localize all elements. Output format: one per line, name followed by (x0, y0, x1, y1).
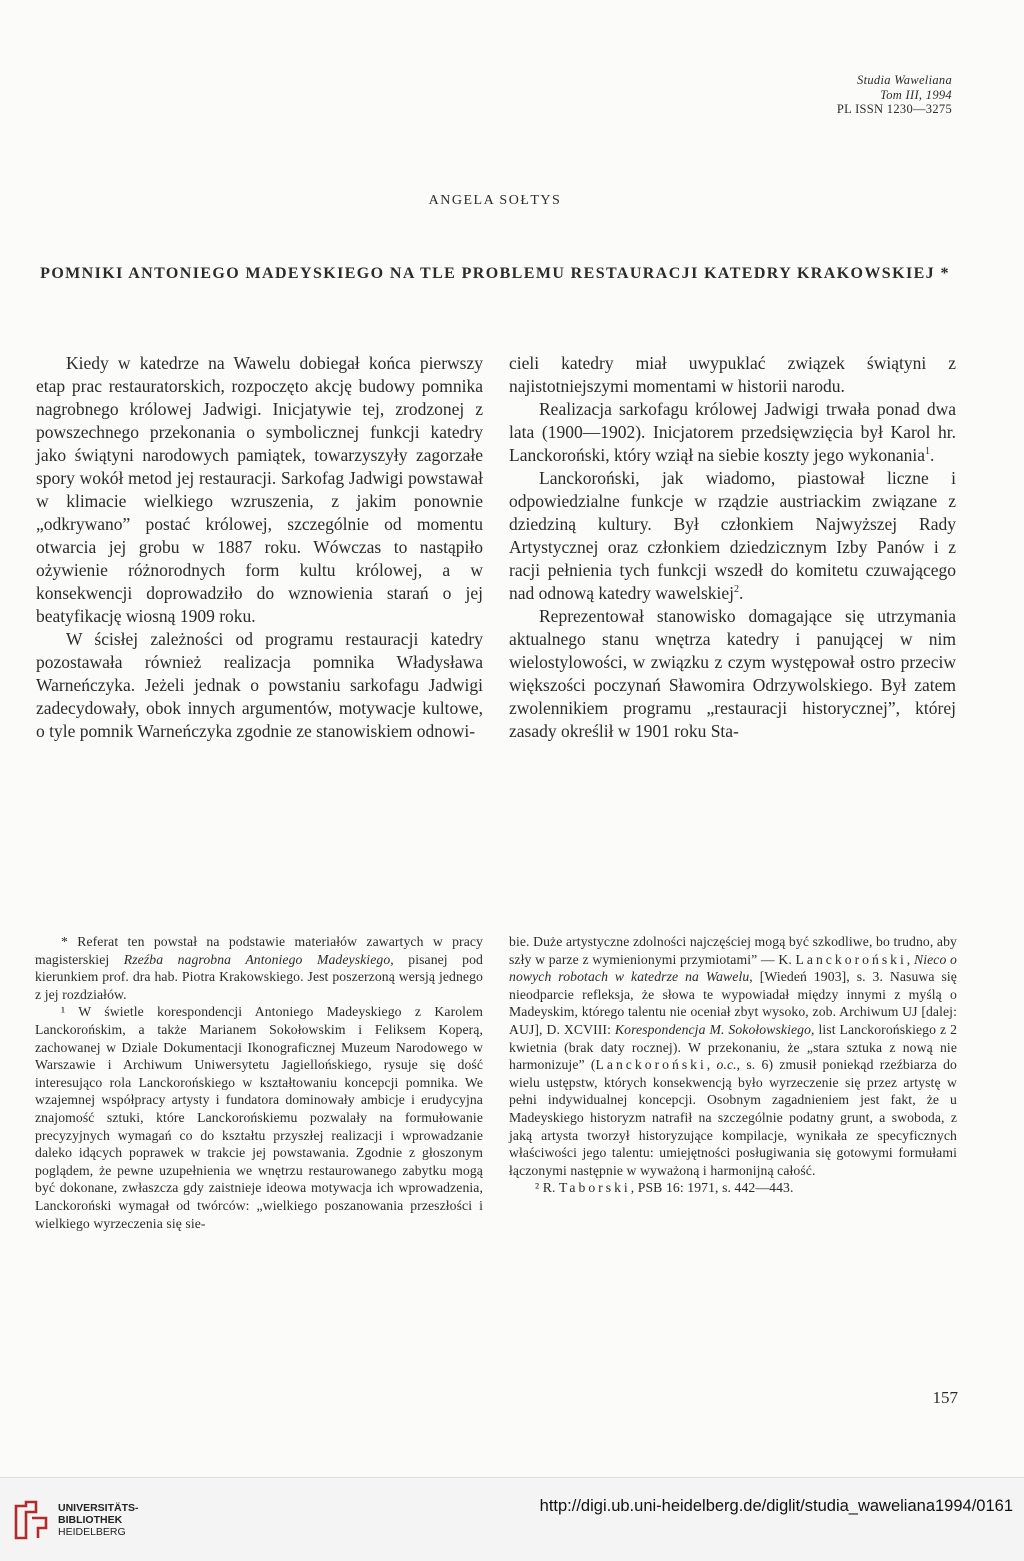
footnote-author: Taborski (559, 1180, 631, 1196)
logo-stroke (32, 1518, 46, 1538)
journal-title: Studia Waweliana (857, 73, 952, 87)
footnote-cited-title: Rzeźba nagrobna Antoniego Madeyskiego (123, 951, 391, 967)
library-name-line: HEIDELBERG (58, 1526, 126, 1538)
footnote-text: , PSB 16: 1971, s. 442—443. (630, 1180, 794, 1196)
library-logo-icon[interactable] (12, 1498, 50, 1544)
footnote-author: Lanckoroński (795, 951, 907, 967)
body-paragraph: Kiedy w katedrze na Wawelu dobiegał końca pierwszy etap prac restauratorskich, rozpoczęto akcję budowy pomnika nagrobnego królowej Jadwigi. Inicjatywie tej, zrodzonej z powszechnego przekonania o symbolicznej funkcji katedry jako świątyni narodowych pamiątek, towarzyszyły zagorzałe spory wokół metod jej restauracji. Sarkofag Jadwigi powstawał w klimacie wielkiego wzruszenia, z jakim ponownie „odkrywano” postać królowej, szczególnie od momentu otwarcia jej grobu w 1887 roku. Wówczas to nastąpiło ożywienie różnorodnych form kultu królowej, a w konsekwencji doprowadziło do wznowienia starań o jej beatyfikację wiosną 1909 roku. (36, 353, 483, 626)
footnote-text: ² R. (535, 1180, 556, 1196)
footnote-text: * Referat ten powstał na podstawie materiałów zawartych w pracy magisterskiej (35, 934, 483, 967)
footnote-ref[interactable]: 1 (925, 446, 931, 458)
footnotes-column-right (509, 933, 957, 1197)
body-paragraph: Reprezentował stanowisko domagające się utrzymania aktualnego stanu wnętrza katedry i panującej w nim wielostylowości, w związku z czym występował ostro przeciw większości poczynań Sławomira Odrzywolskiego. Był zatem zwolennikiem programu „restauracji historycznej”, której zasady określił w 1901 roku Sta- (509, 606, 956, 741)
library-name-line: UNIVERSITÄTS- (58, 1502, 139, 1514)
article-author: ANGELA SOŁTYS (428, 193, 562, 208)
footnote-text: bie. Duże artystyczne zdolności najczęściej mogą być szkodliwe, bo trudno, aby szły w parze z wymienionymi przymiotami” — K. (509, 934, 957, 967)
article-title: POMNIKI ANTONIEGO MADEYSKIEGO NA TLE PROBLEMU RESTAURACJI KATEDRY KRAKOWSKIEJ * (40, 265, 950, 282)
journal-volume: Tom III, 1994 (880, 87, 952, 102)
footnote-1: ¹ W świetle korespondencji Antoniego Madeyskiego z Karolem Lanckorońskim, a także Marianem Sokołowskim i Feliksem Koperą, zachowanej w Dziale Dokumentacji Ikonograficznej Muzeum Narodowego w Warszawie i Archiwum Uniwersytetu Jagiellońskiego, rysuje się dość interesująco rola Lanckorońskiego w kształtowaniu koncepcji pomnika. We wzajemnej współpracy artysty i fundatora dominowały ambicje i erudycyjna znajomość sztuki, które Lanckorońskiemu pozwalały na formułowanie precyzyjnych wymagań co do kształtu przyszłej realizacji i wprowadzanie daleko idących poprawek w trakcie jej powstawania. Zgodnie z głoszonym poglądem, że pewne uzupełnienia we wnętrzu restaurowanego zabytku mogą być dokonane, zwłaszcza gdy zaistnieje ideowa motywacja ich wprowadzenia, Lanckoroński wymagał od twórców: „wielkiego poszanowania przeszłości i wielkiego wyrzeczenia się sie- (35, 1004, 483, 1231)
footnote-ref[interactable]: 2 (734, 584, 739, 596)
body-column-left (36, 352, 483, 743)
footer-bar (0, 1477, 1024, 1561)
logo-stroke (16, 1502, 36, 1538)
footnote-author: Lanckoroński (595, 1057, 707, 1073)
footnote-1-continued: bie. Duże artystyczne zdolności najczęściej mogą być szkodliwe, bo trudno, aby szły w parze z wymienionymi przymiotami” — K. Lanckoroński, Nieco o nowych robotach w katedrze na Wawelu, [Wiedeń 1903], s. 3. Nasuwa się nieodparcie refleksja, że słowa te wypowiadał między innymi z myślą o Madeyskim, którego talentu nie oceniał zbyt wysoko, zob. Archiwum UJ [dalej: AUJ], D. XCVIII: Korespondencja M. Sokołowskiego, list Lanckorońskiego z 2 kwietnia (brak daty rocznej). W przekonaniu, że „stara sztuka z nową nie harmonizuje” (Lanckoroński, o.c., s. 6) zmusił poniekąd rzeźbiarza do wielu ustępstw, których konsekwencją było wyrzeczenie się przez artystę w pełni indywidualnej koncepcji. Osobnym zagadnieniem jest fakt, że u Madeyskiego historyzm natrafił na szczególnie podatny grunt, a swoboda, z jaką artysta tworzył historyzujące kompilacje, wynikała ze specyficznych właściwości jego talentu: umiejętności posługiwania się gotowymi formułami łączonymi następnie w wyważoną i harmonijną całość. (509, 934, 958, 1178)
footnote-cited-title: Nieco o nowych robotach w katedrze na Wawelu (509, 951, 957, 985)
body-column-right (509, 352, 956, 743)
body-paragraph: cieli katedry miał uwypuklać związek świątyni z najistotniejszymi momentami w historii narodu. (509, 353, 956, 396)
journal-header (837, 73, 952, 117)
source-url-link[interactable]: http://digi.ub.uni-heidelberg.de/diglit/studia_waweliana1994/0161 (539, 1497, 1013, 1515)
body-paragraph (509, 467, 956, 605)
library-name-line: BIBLIOTHEK (58, 1514, 123, 1526)
footnote-cited-title: Korespondencja M. Sokołowskiego (614, 1021, 812, 1037)
body-paragraph (509, 398, 956, 467)
footnote-star (35, 933, 483, 1003)
footnote-text: , list Lanckorońskiego z 2 kwietnia (brak daty rocznej). W przekonaniu, że „stara sztuka z nową nie harmonizuje” ( (509, 1021, 958, 1073)
body-text: . (930, 445, 935, 465)
body-text: Lanckoroński, jak wiadomo, piastował liczne i odpowiedzialne funkcje w rządzie austriackim związane z dziedziną kultury. Był członkiem Najwyższej Rady Artystycznej oraz członkiem dziedzicznym Izby Panów i z racji pełnienia tych funkcji wszedł do komitetu czuwającego nad odnową katedry wawelskiej (509, 468, 956, 603)
footnote-text: , pisanej pod kierunkiem prof. dra hab. Piotra Krakowskiego. Jest poszerzoną wersją jednego z jej rozdziałów. (35, 951, 484, 1002)
footnote-2 (509, 1179, 957, 1197)
body-text: Realizacja sarkofagu królowej Jadwigi trwała ponad dwa lata (1900—1902). Inicjatorem przedsięwzięcia był Karol hr. Lanckoroński, który wziął na siebie koszty jego wykonania (509, 399, 956, 465)
body-text: . (739, 583, 744, 603)
footnote-text: , s. 6) zmusił poniekąd rzeźbiarza do wielu ustępstw, których konsekwencją było wyrzeczenie się przez artystę w pełni indywidualnej koncepcji. Osobnym zagadnieniem jest fakt, że u Madeyskiego historyzm natrafił na szczególnie podatny grunt, a swoboda, z jaką artysta tworzył historyzujące kompilacje, wynikała ze specyficznych właściwości jego talentu: umiejętności posługiwania się gotowymi formułami łączonymi następnie w wyważoną i harmonijną całość. (509, 1057, 957, 1178)
footnote-text: , [Wiedeń 1903], s. 3. Nasuwa się nieodparcie refleksja, że słowa te wypowiadał między innymi z myślą o Madeyskim, którego talentu nie oceniał zbyt wysoko, zob. Archiwum UJ [dalej: AUJ], D. XCVIII: (509, 969, 957, 1037)
journal-issn: PL ISSN 1230—3275 (836, 102, 952, 116)
body-paragraph: W ścisłej zależności od programu restauracji katedry pozostawała również realizacja pomnika Władysława Warneńczyka. Jeżeli jednak o powstaniu sarkofagu Jadwigi zadecydowały, obok innych argumentów, motywacje kultowe, o tyle pomnik Warneńczyka zgodnie ze stanowiskiem odnowi- (36, 629, 483, 741)
footnote-op-cit: o.c. (716, 1057, 737, 1073)
library-name[interactable] (58, 1502, 139, 1538)
page-number: 157 (932, 1388, 958, 1407)
footnotes-column-left (35, 933, 483, 1232)
